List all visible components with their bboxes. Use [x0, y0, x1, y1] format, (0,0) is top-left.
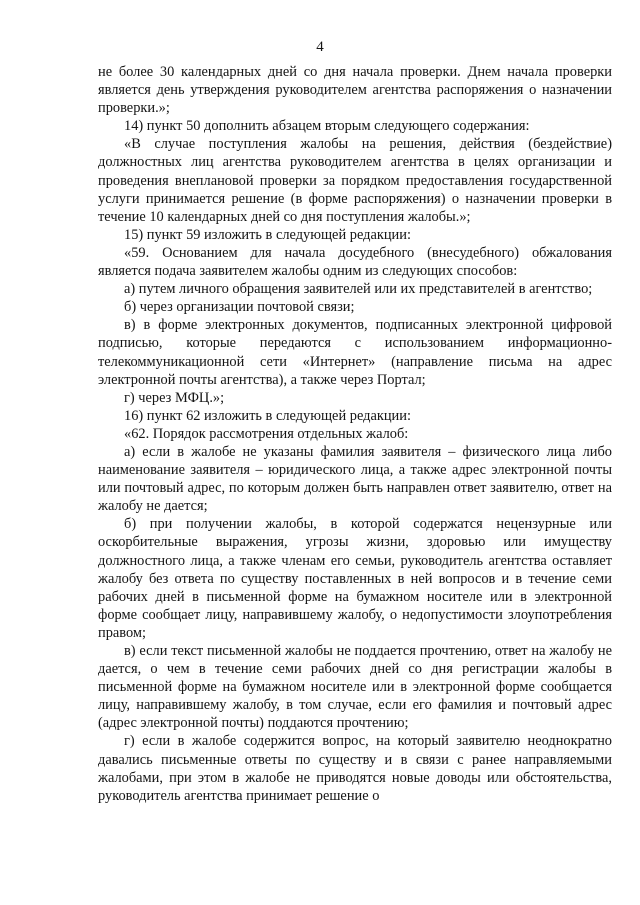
paragraph: г) через МФЦ.»;	[124, 389, 225, 406]
paragraph: «В случае поступления жалобы на решения, действия (бездействие) должностных лиц агентства руководителем агентства в целях организации и проведения внеплановой проверки за порядком предоставления государственной услуги принимается решение (в форме распоряжения) о назначении проверки в течение 10 календарных дней со дня поступления жалобы.»;	[98, 136, 612, 225]
paragraph: б) при получении жалобы, в которой содержатся нецензурные или оскорбительные выражения, угрозы жизни, здоровью или имуществу должностного лица, а также членам его семьи, руководитель агентства оставляет жалобу без ответа по существу поставленных в ней вопросов и в течение семи рабочих дней в письменной форме на бумажном носителе или в электронной форме сообщает лицу, направившему жалобу, о недопустимости злоупотребления правом;	[98, 516, 612, 641]
paragraph: в) если текст письменной жалобы не поддается прочтению, ответ на жалобу не дается, о чем в течение семи рабочих дней со дня регистрации жалобы в письменной форме на бумажном носителе или в электронной форме сообщается лицу, направившему жалобу, в том случае, если его фамилия и почтовый адрес (адрес электронной почты) поддаются прочтению;	[98, 643, 612, 732]
document-body	[98, 63, 612, 805]
paragraph: а) путем личного обращения заявителей или их представителей в агентство;	[124, 281, 593, 298]
paragraph: в) в форме электронных документов, подписанных электронной цифровой подписью, которые передаются с использованием информационно-телекоммуникационной сети «Интернет» (направление письма на адрес электронной почты агентства), а также через Портал;	[98, 317, 612, 388]
paragraph: 14) пункт 50 дополнить абзацем вторым следующего содержания:	[124, 118, 530, 135]
paragraph: 16) пункт 62 изложить в следующей редакции:	[124, 407, 411, 424]
paragraph: а) если в жалобе не указаны фамилия заявителя – физического лица либо наименование заявителя – юридического лица, а также адрес электронной почты или почтовый адрес, по которым должен быть направлен ответ заявителю, ответ на жалобу не дается;	[98, 443, 612, 515]
paragraph: г) если в жалобе содержится вопрос, на который заявителю неоднократно давались письменные ответы по существу и в связи с ранее направляемыми жалобами, при этом в жалобе не приводятся новые доводы или обстоятельства, руководитель агентства принимает решение о	[98, 733, 612, 804]
page-number: 4	[316, 39, 324, 55]
paragraph: б) через организации почтовой связи;	[124, 299, 355, 316]
paragraph: «59. Основанием для начала досудебного (внесудебного) обжалования является подача заявителем жалобы одним из следующих способов:	[98, 244, 612, 280]
paragraph: не более 30 календарных дней со дня начала проверки. Днем начала проверки является день утверждения руководителем агентства распоряжения о назначении проверки.»;	[98, 64, 612, 117]
paragraph: «62. Порядок рассмотрения отдельных жалоб:	[124, 425, 409, 442]
paragraph: 15) пункт 59 изложить в следующей редакции:	[124, 226, 411, 243]
